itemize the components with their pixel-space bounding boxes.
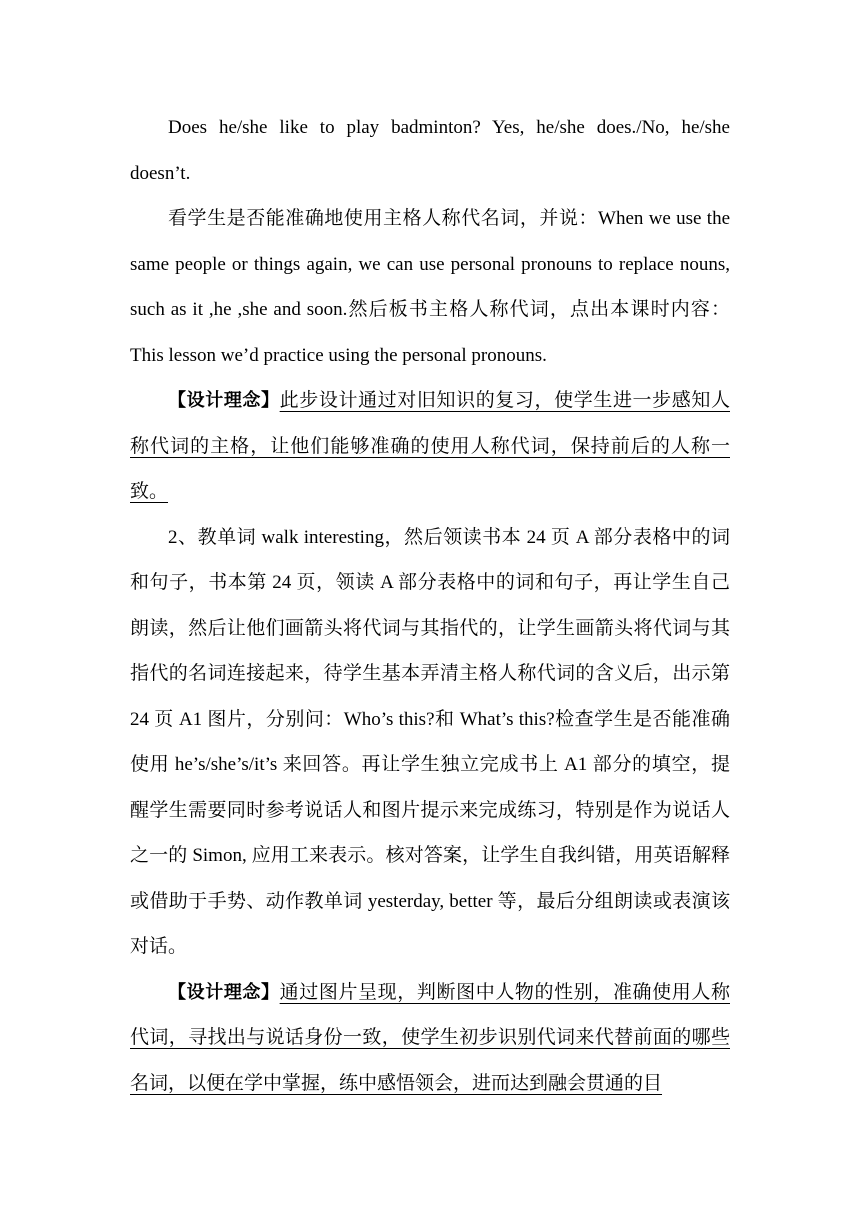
paragraph-design-concept-2 <box>130 970 730 1107</box>
paragraph-text: 看学生是否能准确地使用主格人称代名词，并说：When we use the same people or things again, we can use personal pronouns to replace nouns, such as it ,he ,she and soon.然后板书主格人称代词，点出本课时内容：This lesson we’d practice using the personal pronouns. <box>130 208 730 366</box>
design-concept-text: 通过图片呈现，判断图中人物的性别，准确使用人称代词，寻找出与说话身份一致，使学生初步识别代词来代替前面的哪些名词，以便在学中掌握，练中感悟领会，进而达到融会贯通的目 <box>130 981 730 1094</box>
design-concept-label: 【设计理念】 <box>168 390 280 411</box>
design-concept-label: 【设计理念】 <box>168 981 280 1003</box>
paragraph-text: Does he/she like to play badminton? Yes, he/she does./No, he/she doesn’t. <box>130 117 730 184</box>
paragraph-text: 2、教单词 walk interesting，然后领读书本 24 页 A 部分表格中的词和句子，书本第 24 页，领读 A 部分表格中的词和句子，再让学生自己朗读，然后让他们画箭头将代词与其指代的，让学生画箭头将代词与其指代的名词连接起来，待学生基本弄清主格人称代词的含义后，出示第 24 页 A1 图片，分别问：Who’s this?和 What’s this?检查学生是否能准确使用 he’s/she’s/it’s 来回答。再让学生独立完成书上 A1 部分的填空，提醒学生需要同时参考说话人和图片提示来完成练习，特别是作为说话人之一的 Simon, 应用工来表示。核对答案，让学生自我纠错，用英语解释或借助于手势、动作教单词 yesterday, better 等，最后分组朗读或表演该对话。 <box>130 526 730 957</box>
paragraph-pronoun-intro <box>130 196 730 378</box>
paragraph-design-concept-1 <box>130 378 730 515</box>
paragraph-step-2 <box>130 515 730 970</box>
paragraph-example-question <box>130 105 730 196</box>
document-page <box>130 105 730 1106</box>
design-concept-text: 此步设计通过对旧知识的复习，使学生进一步感知人称代词的主格，让他们能够准确的使用人称代词，保持前后的人称一致。 <box>130 390 730 502</box>
